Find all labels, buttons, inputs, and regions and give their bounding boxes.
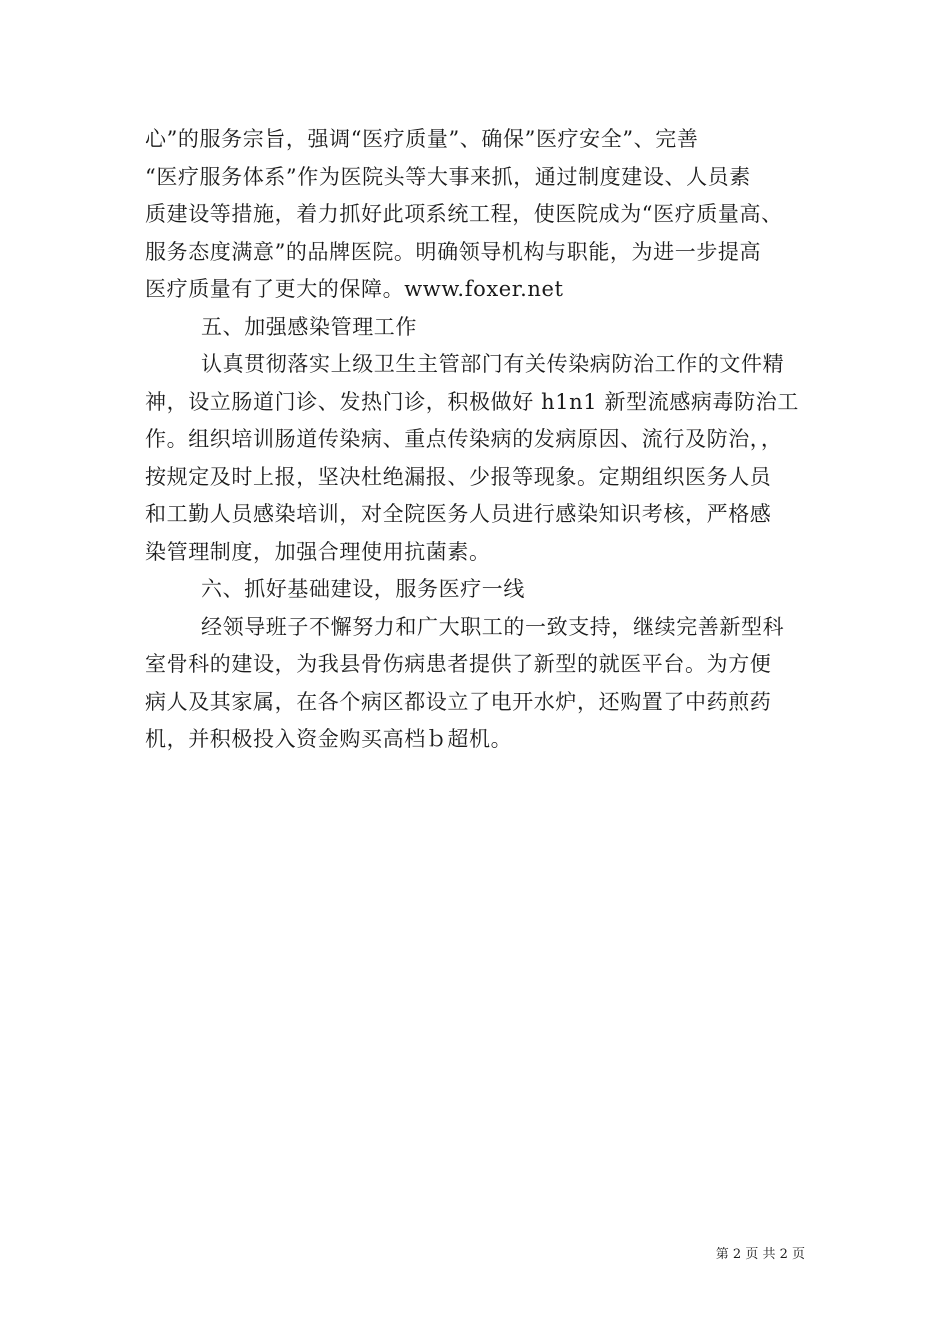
text-line: 室骨科的建设，为我县骨伤病患者提供了新型的就医平台。为方便 bbox=[145, 652, 772, 676]
text-line: 认真贯彻落实上级卫生主管部门有关传染病防治工作的文件精 bbox=[201, 352, 785, 376]
section-heading-5: 五、加强感染管理工作 bbox=[201, 314, 417, 339]
text-line: 染管理制度，加强合理使用抗菌素。 bbox=[145, 539, 491, 564]
page-number-footer: 第 2 页 共 2 页 bbox=[715, 1247, 805, 1262]
text-line: 经领导班子不懈努力和广大职工的一致支持，继续完善新型科 bbox=[201, 614, 785, 639]
text-line: 按规定及时上报，坚决杜绝漏报、少报等现象。定期组织医务人员 bbox=[145, 464, 772, 489]
text-line: 机，并积极投入资金购买高档ｂ超机。 bbox=[145, 727, 513, 751]
text-line: 神，设立肠道门诊、发热门诊，积极做好 h1n1 新型流感病毒防治工 bbox=[145, 389, 799, 414]
text-line: 质建设等措施，着力抓好此项系统工程，使医院成为“医疗质量高、 bbox=[145, 202, 783, 226]
text-line: 和工勤人员感染培训，对全院医务人员进行感染知识考核，严格感 bbox=[145, 502, 772, 526]
section-heading-6: 六、抓好基础建设，服务医疗一线 bbox=[201, 577, 525, 601]
text-line: 服务态度满意”的品牌医院。明确领导机构与职能，为进一步提高 bbox=[145, 239, 762, 264]
text-line: 医疗质量有了更大的保障。www.foxer.net bbox=[145, 277, 564, 301]
text-line: 病人及其家属，在各个病区都设立了电开水炉，还购置了中药煎药 bbox=[145, 689, 772, 714]
text-line: 作。组织培训肠道传染病、重点传染病的发病原因、流行及防治，， bbox=[145, 427, 783, 451]
text-line: 心”的服务宗旨，强调“医疗质量”、确保”医疗安全”、完善 bbox=[145, 127, 699, 151]
document-body bbox=[145, 121, 815, 759]
text-line: “医疗服务体系”作为医院头等大事来抓，通过制度建设、人员素 bbox=[145, 164, 751, 189]
